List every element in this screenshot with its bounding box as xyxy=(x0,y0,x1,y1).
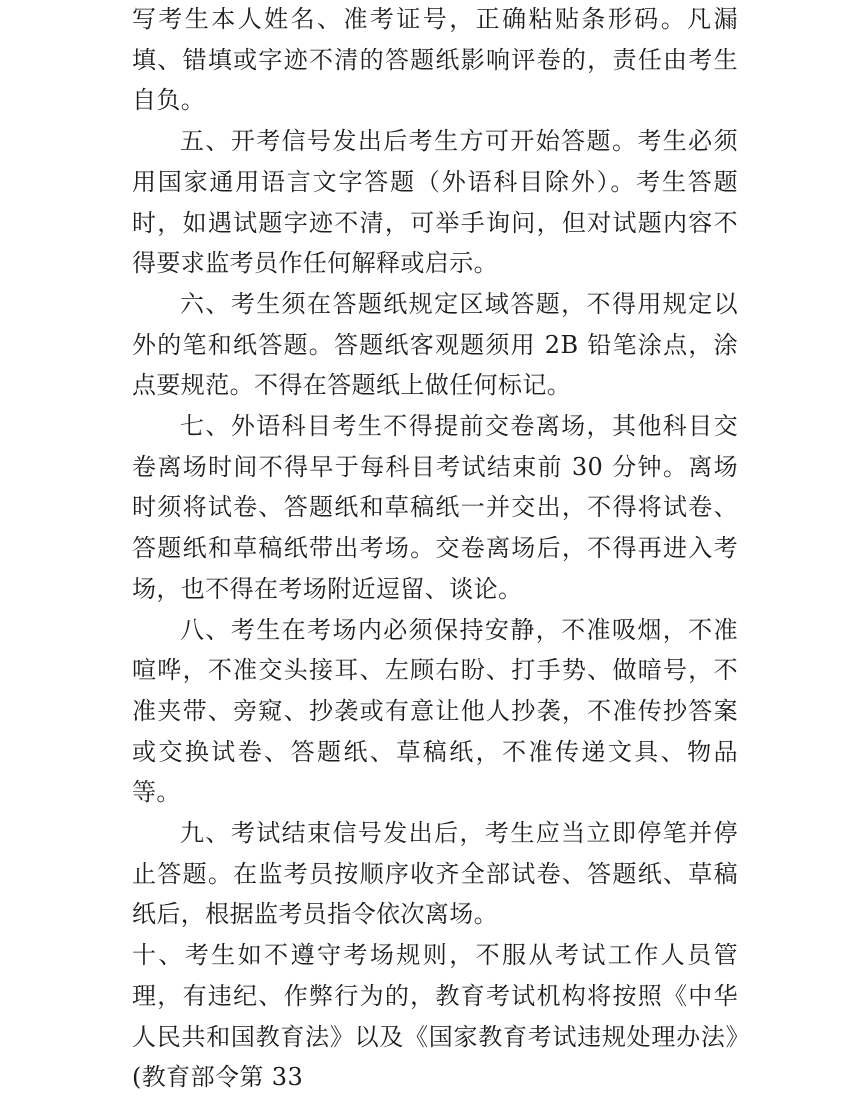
paragraph-4-continuation: 写考生本人姓名、准考证号，正确粘贴条形码。凡漏填、错填或字迹不清的答题纸影响评卷的，责任由考生自负。 xyxy=(132,5,738,115)
paragraph-8: 八、考生在考场内必须保持安静，不准吸烟，不准喧哗，不准交头接耳、左顾右盼、打手势、做暗号，不准夹带、旁窥、抄袭或有意让他人抄袭，不准传抄答案或交换试卷、答题纸、草稿纸，不准传递文具、物品等。 xyxy=(132,615,738,807)
paragraph-6: 六、考生须在答题纸规定区域答题，不得用规定以外的笔和纸答题。答题纸客观题须用 2B 铅笔涂点，涂点要规范。不得在答题纸上做任何标记。 xyxy=(132,289,738,400)
paragraph-10: 十、考生如不遵守考场规则，不服从考试工作人员管理，有违纪、作弊行为的，教育考试机构将按照《中华人民共和国教育法》以及《国家教育考试违规处理办法》(教育部令第 33 xyxy=(132,941,738,1092)
document-body xyxy=(132,0,738,1098)
paragraph-5: 五、开考信号发出后考生方可开始答题。考生必须用国家通用语言文字答题（外语科目除外）。考生答题时，如遇试题字迹不清，可举手询问，但对试题内容不得要求监考员作任何解释或启示。 xyxy=(132,127,738,278)
paragraph-9: 九、考试结束信号发出后，考生应当立即停笔并停止答题。在监考员按顺序收齐全部试卷、答题纸、草稿纸后，根据监考员指令依次离场。 xyxy=(132,819,738,929)
paragraph-7: 七、外语科目考生不得提前交卷离场，其他科目交卷离场时间不得早于每科目考试结束前 30 分钟。离场时须将试卷、答题纸和草稿纸一并交出，不得将试卷、答题纸和草稿纸带出考场。交卷离场后，不得再进入考场，也不得在考场附近逗留、谈论。 xyxy=(132,412,738,603)
